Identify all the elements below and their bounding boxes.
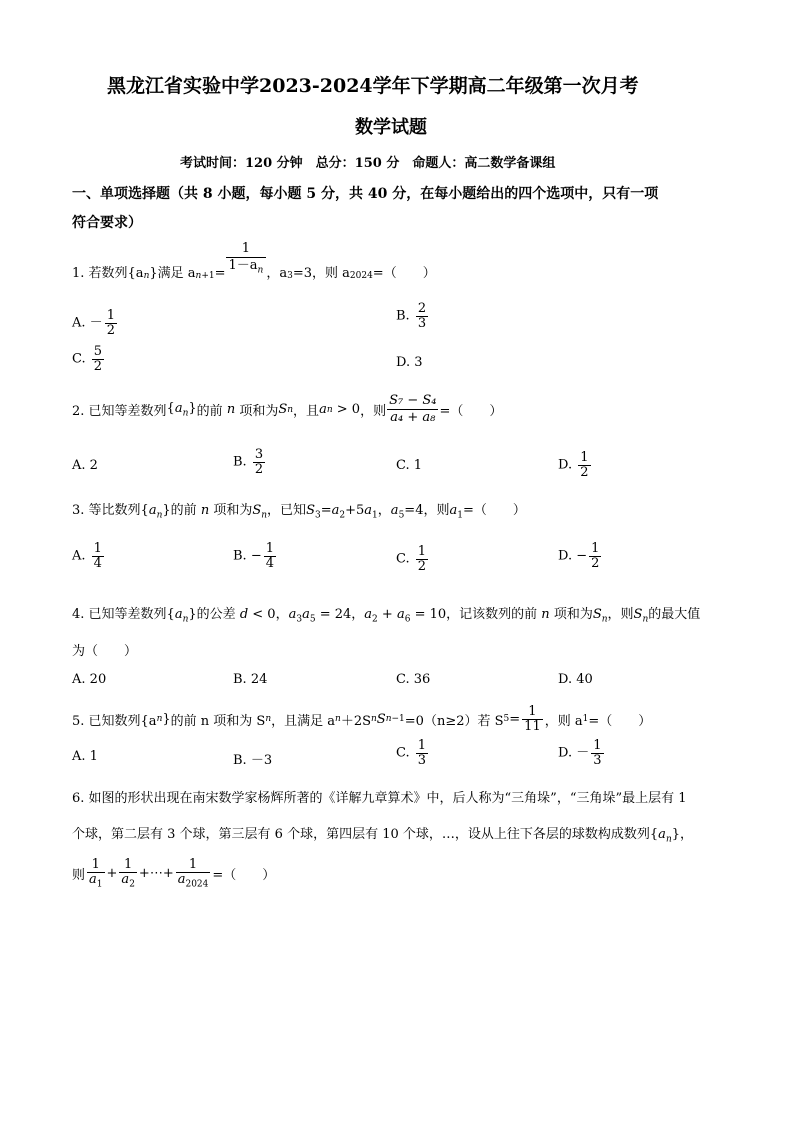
q5-fraction: $\frac{1}{11}$	[524, 704, 541, 734]
question-4: 4. 已知等差数列$\{a_n\}$的公差 d < 0，$a_3a_5 = 24$，$a_2 + a_6 = 10$，记该数列的前 n 项和为$S_n$，则$S_n$的最大值	[72, 607, 701, 625]
question-6-line3: 则 $\frac{1}{a_1}$ + $\frac{1}{a_2}$ +⋯+ $\frac{1}{a_{2024}}$ =（ ）	[72, 857, 276, 890]
q2-option-d[interactable]: D. $\frac{1}{2}$	[558, 450, 589, 480]
question-2: 2. 已知等差数列 $\{a_n\}$ 的前 n 项和为 S n ，且 a n > 0 ，则 $\frac{\text{S₇ − S₄}}{\text{a₄ + a₈}}$ =（ ）	[72, 393, 503, 426]
exam-subtitle: 数学试题	[355, 117, 427, 138]
q3-option-a[interactable]: A. $\frac{1}{4}$	[72, 541, 102, 571]
q5-option-c[interactable]: C. $\frac{1}{3}$	[396, 738, 427, 768]
question-6-line1: 6. 如图的形状出现在南宋数学家杨辉所著的《详解九章算术》中，后人称为“三角垛”，“三角垛”最上层有 1	[72, 791, 687, 806]
q4-option-a[interactable]: A. 20	[72, 672, 107, 687]
q1-recurrence-fraction: $\frac{1}{1-a_n}$	[226, 242, 267, 277]
q3-option-b[interactable]: B. − $\frac{1}{4}$	[233, 541, 275, 571]
question-5: 5. 已知数列{a n } 的前 n 项和为 S n ，且满足 a n ＋2S n S n−1 =0（n≥2）若 S 5 = $\frac{1}{11}$ ，则 a 1 =（ ）	[72, 704, 652, 734]
q2-fraction: $\frac{\text{S₇ − S₄}}{\text{a₄ + a₈}}$	[389, 393, 437, 426]
question-6-line2: 个球，第二层有 3 个球，第三层有 6 个球，第四层有 10 个球，…，设从上往下各层的球数构成数列$\{a_n\}$，	[72, 827, 694, 845]
section-heading-line2: 符合要求）	[72, 215, 142, 231]
q5-option-a[interactable]: A. 1	[72, 749, 98, 764]
exam-info: 考试时间：120 分钟 总分：150 分 命题人：高二数学备课组	[180, 156, 556, 171]
q4-option-d[interactable]: D. 40	[558, 672, 593, 687]
q2-option-b[interactable]: B. $\frac{3}{2}$	[233, 447, 264, 477]
q3-option-d[interactable]: D. − $\frac{1}{2}$	[558, 541, 600, 571]
q4-option-c[interactable]: C. 36	[396, 672, 431, 687]
q5-option-b[interactable]: B. －3	[233, 753, 273, 768]
q2-option-a[interactable]: A. 2	[72, 458, 98, 473]
section-heading-line1: 一、单项选择题（共 8 小题，每小题 5 分，共 40 分，在每小题给出的四个选项中，只有一项	[72, 186, 659, 202]
q1-option-c[interactable]: C. $\frac{5}{2}$	[72, 344, 103, 374]
q3-option-c[interactable]: C. $\frac{1}{2}$	[396, 544, 427, 574]
exam-title: 黑龙江省实验中学2023-2024学年下学期高二年级第一次月考	[107, 75, 639, 97]
question-4-line2: 为（ ）	[72, 644, 138, 659]
question-1: 1. 若数列{a $_n$ } 满足 a $_{n +1}$ = $\frac{1}{1-a_n}$ ，a $_3$ =3，则 a $_{2024}$ =（ ）	[72, 241, 436, 281]
q1-option-d[interactable]: D. 3	[396, 355, 423, 370]
q1-option-b[interactable]: B. $\frac{2}{3}$	[396, 301, 427, 331]
q4-option-b[interactable]: B. 24	[233, 672, 268, 687]
question-3: 3. 等比数列$\{a_n\}$的前 n 项和为$S_n$，已知$S_3=a_2+5a_1$，$a_5=4$，则$a_1=$（ ）	[72, 503, 526, 521]
q1-option-a[interactable]: A. － $\frac{1}{2}$	[72, 308, 115, 338]
q2-option-c[interactable]: C. 1	[396, 458, 423, 473]
q5-option-d[interactable]: D. － $\frac{1}{3}$	[558, 738, 602, 768]
